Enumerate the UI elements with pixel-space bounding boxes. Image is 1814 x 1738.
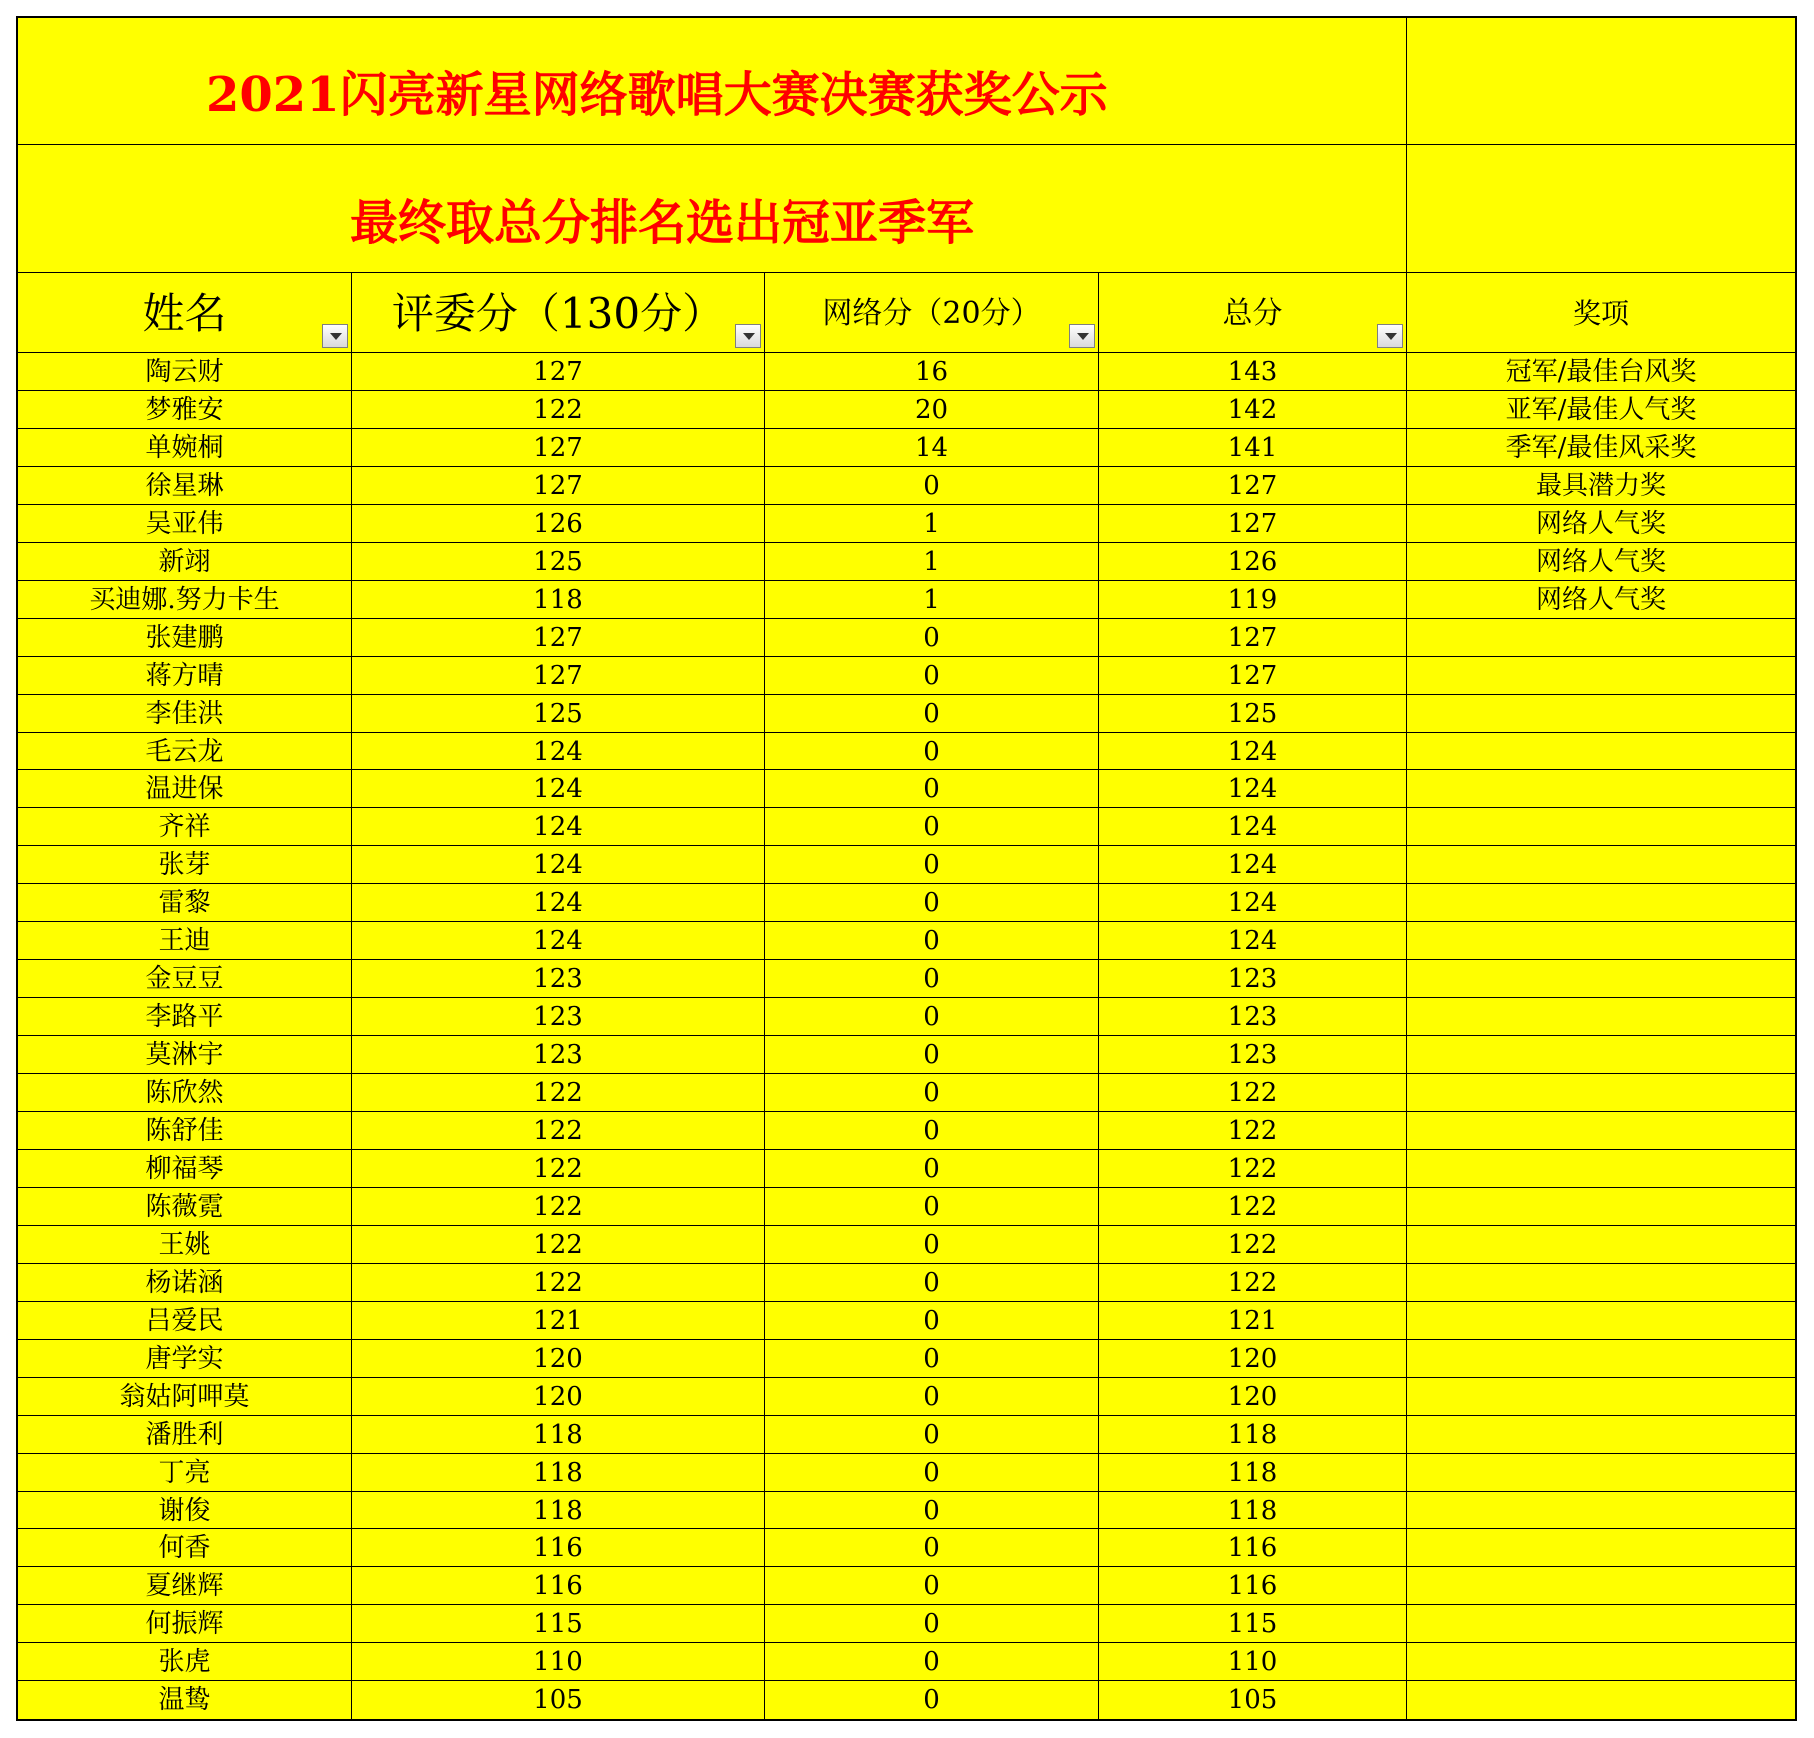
cell-award[interactable]	[1407, 695, 1795, 733]
cell-net[interactable]: 0	[923, 698, 940, 729]
cell-total[interactable]: 124	[1227, 774, 1278, 805]
cell-net[interactable]: 0	[923, 774, 940, 805]
table-row	[18, 1187, 1795, 1226]
cell-total[interactable]: 123	[1227, 1002, 1278, 1033]
cell-net[interactable]: 0	[923, 1609, 940, 1640]
cell-judge[interactable]: 118	[533, 584, 583, 615]
cell-name[interactable]: 新翊	[158, 546, 211, 577]
cell-award[interactable]	[1407, 1112, 1795, 1150]
cell-judge[interactable]: 121	[533, 1305, 583, 1336]
cell-name[interactable]: 夏继辉	[145, 1571, 224, 1602]
cell-award[interactable]	[1407, 1036, 1795, 1074]
cell-judge[interactable]: 124	[533, 774, 583, 805]
table-row	[18, 1301, 1795, 1340]
cell-judge[interactable]: 123	[533, 1002, 583, 1033]
cell-total[interactable]: 124	[1227, 812, 1278, 843]
cell-net[interactable]: 14	[914, 432, 949, 463]
cell-net[interactable]: 0	[923, 1116, 940, 1146]
table-row	[18, 580, 1795, 619]
cell-judge[interactable]: 120	[533, 1343, 583, 1374]
cell-net[interactable]: 0	[923, 736, 940, 767]
cell-judge[interactable]: 116	[533, 1533, 583, 1564]
cell-award[interactable]	[1407, 619, 1795, 657]
cell-total[interactable]: 124	[1227, 926, 1278, 957]
cell-net[interactable]: 0	[923, 660, 940, 691]
title-right-divider	[1406, 18, 1407, 272]
cell-judge[interactable]: 124	[533, 888, 583, 919]
cell-award[interactable]	[1407, 1264, 1795, 1302]
cell-judge[interactable]: 124	[533, 736, 583, 767]
cell-award[interactable]	[1407, 1529, 1795, 1567]
cell-name[interactable]: 单婉桐	[145, 432, 224, 463]
cell-name[interactable]: 王迪	[158, 926, 211, 957]
table-row	[18, 1566, 1795, 1605]
cell-name[interactable]: 张建鹏	[145, 622, 224, 653]
cell-name[interactable]: 温进保	[145, 774, 224, 805]
cell-net[interactable]: 0	[923, 1381, 940, 1412]
cell-net[interactable]: 0	[923, 1571, 940, 1602]
table-row	[18, 1415, 1795, 1454]
cell-judge[interactable]: 127	[533, 660, 583, 691]
cell-net[interactable]: 0	[923, 1419, 940, 1450]
cell-name[interactable]: 柳福琴	[145, 1153, 224, 1184]
cell-name[interactable]: 徐星琳	[145, 470, 224, 501]
cell-name[interactable]: 潘胜利	[145, 1419, 224, 1450]
cell-award[interactable]	[1407, 846, 1795, 884]
table-row	[18, 694, 1795, 733]
table-row	[18, 466, 1795, 505]
cell-judge[interactable]: 127	[533, 357, 583, 387]
cell-judge[interactable]: 127	[533, 432, 583, 463]
cell-total[interactable]: 123	[1227, 1040, 1278, 1071]
cell-award[interactable]: 季军/最佳风采奖	[1505, 432, 1697, 463]
cell-net[interactable]: 0	[923, 1685, 940, 1716]
table-row	[18, 504, 1795, 543]
cell-name[interactable]: 杨诺涵	[145, 1267, 224, 1298]
cell-total[interactable]: 120	[1227, 1381, 1278, 1412]
table-row	[18, 769, 1795, 808]
cell-award[interactable]	[1407, 1150, 1795, 1188]
cell-name[interactable]: 金豆豆	[145, 964, 224, 995]
cell-total[interactable]: 124	[1227, 850, 1278, 881]
cell-judge[interactable]: 124	[533, 850, 583, 881]
table-row	[18, 807, 1795, 846]
cell-net[interactable]: 0	[923, 964, 940, 995]
cell-net[interactable]: 0	[923, 1153, 940, 1184]
cell-judge[interactable]: 115	[533, 1609, 583, 1640]
cell-name[interactable]: 陈舒佳	[145, 1116, 224, 1146]
cell-total[interactable]: 127	[1227, 470, 1278, 501]
cell-net[interactable]: 0	[923, 622, 940, 653]
cell-award[interactable]	[1407, 884, 1795, 922]
cell-name[interactable]: 李佳洪	[145, 698, 224, 729]
cell-judge[interactable]: 122	[533, 394, 583, 425]
cell-total[interactable]: 118	[1227, 1419, 1278, 1450]
cell-award[interactable]: 最具潜力奖	[1535, 470, 1666, 501]
cell-award[interactable]	[1407, 1378, 1795, 1416]
table-row	[18, 1604, 1795, 1643]
cell-judge[interactable]: 123	[533, 1040, 583, 1071]
cell-name[interactable]: 吕爱民	[145, 1305, 224, 1336]
cell-name[interactable]: 何香	[158, 1533, 211, 1564]
header-net: 网络分（20分）	[822, 296, 1041, 331]
cell-total[interactable]: 120	[1227, 1343, 1278, 1374]
cell-name[interactable]: 王姚	[158, 1229, 211, 1260]
table-row	[18, 1377, 1795, 1416]
cell-total[interactable]: 122	[1227, 1153, 1278, 1184]
cell-total[interactable]: 141	[1227, 432, 1278, 463]
cell-award[interactable]	[1407, 770, 1795, 808]
cell-name[interactable]: 齐祥	[158, 812, 211, 843]
cell-net[interactable]: 0	[923, 1305, 940, 1336]
cell-net[interactable]: 20	[914, 394, 949, 425]
table-row	[18, 542, 1795, 581]
cell-name[interactable]: 莫淋宇	[145, 1040, 224, 1071]
table-row	[18, 1225, 1795, 1264]
cell-net[interactable]: 0	[923, 1343, 940, 1374]
cell-total[interactable]: 105	[1227, 1685, 1278, 1716]
cell-award[interactable]	[1407, 922, 1795, 960]
cell-net[interactable]: 1	[923, 508, 940, 539]
cell-judge[interactable]: 118	[533, 1495, 583, 1526]
cell-net[interactable]: 0	[923, 812, 940, 843]
table-row	[18, 390, 1795, 429]
cell-award[interactable]	[1407, 657, 1795, 695]
filter-dropdown-name[interactable]	[322, 324, 348, 348]
cell-judge[interactable]: 118	[533, 1457, 583, 1488]
cell-name[interactable]: 张虎	[158, 1647, 211, 1678]
cell-name[interactable]: 何振辉	[145, 1609, 224, 1640]
table-row	[18, 1642, 1795, 1681]
cell-net[interactable]: 1	[923, 584, 940, 615]
cell-total[interactable]: 126	[1227, 546, 1278, 577]
cell-net[interactable]: 16	[914, 357, 949, 387]
table-row	[18, 997, 1795, 1036]
cell-total[interactable]: 143	[1227, 357, 1278, 387]
cell-net[interactable]: 0	[923, 1229, 940, 1260]
cell-judge[interactable]: 122	[533, 1267, 583, 1298]
cell-net[interactable]: 0	[923, 1078, 940, 1109]
title-divider	[18, 144, 1795, 145]
cell-judge[interactable]: 125	[533, 546, 583, 577]
cell-judge[interactable]: 123	[533, 964, 583, 995]
cell-name[interactable]: 毛云龙	[145, 736, 224, 767]
cell-name[interactable]: 温鸷	[158, 1685, 211, 1716]
table-row	[18, 428, 1795, 467]
cell-judge[interactable]: 116	[533, 1571, 583, 1602]
filter-dropdown-total[interactable]	[1377, 324, 1403, 348]
cell-net[interactable]: 0	[923, 926, 940, 957]
cell-judge[interactable]: 110	[533, 1647, 583, 1678]
cell-name[interactable]: 谢俊	[158, 1495, 211, 1526]
cell-award[interactable]	[1407, 1074, 1795, 1112]
cell-judge[interactable]: 105	[533, 1685, 583, 1716]
cell-award[interactable]: 网络人气奖	[1535, 546, 1666, 577]
cell-name[interactable]: 唐学实	[145, 1343, 224, 1374]
cell-award[interactable]	[1407, 1567, 1795, 1605]
cell-judge[interactable]: 122	[533, 1153, 583, 1184]
cell-net[interactable]: 0	[923, 888, 940, 919]
cell-award[interactable]	[1407, 1188, 1795, 1226]
cell-award[interactable]	[1407, 1416, 1795, 1454]
cell-name[interactable]: 梦雅安	[145, 394, 224, 425]
cell-judge[interactable]: 126	[533, 508, 583, 539]
cell-total[interactable]: 142	[1227, 394, 1278, 425]
cell-name[interactable]: 蒋方晴	[145, 660, 224, 691]
cell-judge[interactable]: 124	[533, 812, 583, 843]
cell-total[interactable]: 116	[1227, 1571, 1278, 1602]
cell-name[interactable]: 陈薇霓	[145, 1191, 224, 1222]
header-judge: 评委分（130分）	[391, 289, 725, 338]
cell-net[interactable]: 1	[923, 546, 940, 577]
table-row	[18, 845, 1795, 884]
cell-award[interactable]	[1407, 1454, 1795, 1492]
cell-award[interactable]	[1407, 808, 1795, 846]
cell-total[interactable]: 122	[1227, 1229, 1278, 1260]
cell-total[interactable]: 127	[1227, 622, 1278, 653]
cell-judge[interactable]: 124	[533, 926, 583, 957]
table-row	[18, 1111, 1795, 1150]
cell-total[interactable]: 122	[1227, 1116, 1278, 1146]
cell-total[interactable]: 118	[1227, 1495, 1278, 1526]
cell-award[interactable]	[1407, 1492, 1795, 1530]
cell-total[interactable]: 127	[1227, 508, 1278, 539]
table-row	[18, 921, 1795, 960]
cell-net[interactable]: 0	[923, 1002, 940, 1033]
cell-judge[interactable]: 127	[533, 622, 583, 653]
page-title: 2021闪亮新星网络歌唱大赛决赛获奖公示	[206, 67, 1108, 123]
cell-total[interactable]: 122	[1227, 1078, 1278, 1109]
cell-name[interactable]: 雷黎	[158, 888, 211, 919]
table-row	[18, 883, 1795, 922]
header-award: 奖项	[1572, 297, 1629, 330]
cell-name[interactable]: 陶云财	[145, 357, 224, 387]
cell-net[interactable]: 0	[923, 1267, 940, 1298]
table-row	[18, 618, 1795, 657]
cell-total[interactable]: 110	[1227, 1647, 1278, 1678]
cell-total[interactable]: 115	[1227, 1609, 1278, 1640]
cell-net[interactable]: 0	[923, 850, 940, 881]
cell-award[interactable]	[1407, 960, 1795, 998]
cell-name[interactable]: 陈欣然	[145, 1078, 224, 1109]
cell-name[interactable]: 丁亮	[158, 1457, 211, 1488]
cell-net[interactable]: 0	[923, 1647, 940, 1678]
table-row	[18, 352, 1795, 391]
cell-judge[interactable]: 122	[533, 1229, 583, 1260]
cell-award[interactable]	[1407, 998, 1795, 1036]
cell-award[interactable]	[1407, 1302, 1795, 1340]
cell-total[interactable]: 121	[1227, 1305, 1278, 1336]
cell-net[interactable]: 0	[923, 1533, 940, 1564]
table-row	[18, 1680, 1795, 1719]
cell-award[interactable]	[1407, 733, 1795, 771]
cell-total[interactable]: 124	[1227, 736, 1278, 767]
cell-judge[interactable]: 127	[533, 470, 583, 501]
cell-judge[interactable]: 122	[533, 1078, 583, 1109]
cell-total[interactable]: 119	[1227, 584, 1278, 615]
cell-total[interactable]: 124	[1227, 888, 1278, 919]
cell-judge[interactable]: 122	[533, 1116, 583, 1146]
cell-name[interactable]: 翁姑阿呷莫	[119, 1381, 250, 1412]
cell-name[interactable]: 李路平	[145, 1002, 224, 1033]
cell-award[interactable]	[1407, 1605, 1795, 1643]
cell-award[interactable]	[1407, 1681, 1795, 1719]
cell-name[interactable]: 买迪娜.努力卡生	[89, 584, 280, 615]
cell-judge[interactable]: 125	[533, 698, 583, 729]
table-row	[18, 1528, 1795, 1567]
table-row	[18, 1035, 1795, 1074]
cell-total[interactable]: 123	[1227, 964, 1278, 995]
cell-total[interactable]: 127	[1227, 660, 1278, 691]
table-row	[18, 1263, 1795, 1302]
cell-total[interactable]: 118	[1227, 1457, 1278, 1488]
cell-net[interactable]: 0	[923, 1495, 940, 1526]
table-row	[18, 1149, 1795, 1188]
cell-award[interactable]	[1407, 1226, 1795, 1264]
cell-award[interactable]: 网络人气奖	[1535, 508, 1666, 539]
cell-award[interactable]: 冠军/最佳台风奖	[1505, 357, 1697, 387]
page-subtitle: 最终取总分排名选出冠亚季军	[350, 195, 975, 251]
header-total: 总分	[1222, 296, 1283, 331]
cell-net[interactable]: 0	[923, 1040, 940, 1071]
cell-award[interactable]: 网络人气奖	[1535, 584, 1666, 615]
cell-total[interactable]: 122	[1227, 1191, 1278, 1222]
table-row	[18, 732, 1795, 771]
table-row	[18, 1491, 1795, 1530]
cell-award[interactable]	[1407, 1340, 1795, 1378]
header-top-border	[18, 272, 1795, 273]
cell-net[interactable]: 0	[923, 1457, 940, 1488]
cell-award[interactable]	[1407, 1643, 1795, 1681]
cell-judge[interactable]: 120	[533, 1381, 583, 1412]
filter-dropdown-judge[interactable]	[735, 324, 761, 348]
cell-total[interactable]: 122	[1227, 1267, 1278, 1298]
table-row	[18, 1339, 1795, 1378]
table-row	[18, 1453, 1795, 1492]
cell-total[interactable]: 125	[1227, 698, 1278, 729]
table-row	[18, 656, 1795, 695]
cell-judge[interactable]: 118	[533, 1419, 583, 1450]
cell-total[interactable]: 116	[1227, 1533, 1278, 1564]
cell-net[interactable]: 0	[923, 470, 940, 501]
table-row	[18, 959, 1795, 998]
cell-award[interactable]: 亚军/最佳人气奖	[1505, 394, 1697, 425]
filter-dropdown-net[interactable]	[1069, 324, 1095, 348]
header-name: 姓名	[142, 289, 227, 338]
spreadsheet	[16, 16, 1797, 1721]
cell-net[interactable]: 0	[923, 1191, 940, 1222]
table-row	[18, 1073, 1795, 1112]
cell-name[interactable]: 吴亚伟	[145, 508, 224, 539]
cell-name[interactable]: 张芽	[158, 850, 211, 881]
cell-judge[interactable]: 122	[533, 1191, 583, 1222]
